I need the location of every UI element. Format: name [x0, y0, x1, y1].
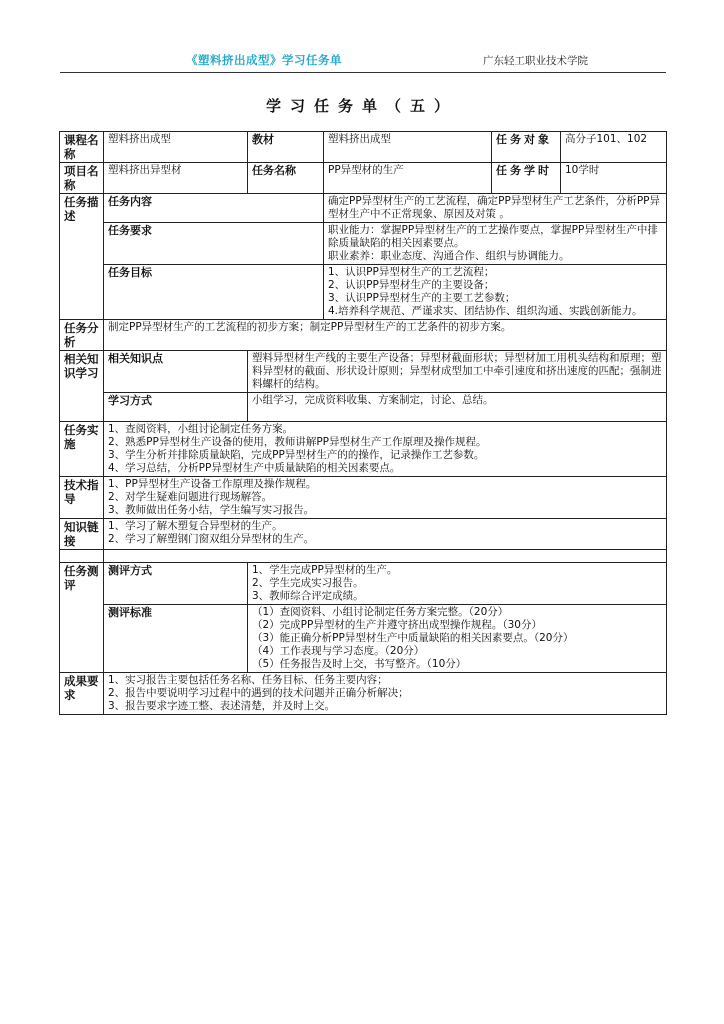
requirement-line: 职业素养：职业态度、沟通合作、组织与协调能力。: [328, 250, 570, 262]
evaluation-standard-line: （4）工作表现与学习态度。（20分）: [252, 645, 425, 657]
result-line: 1、实习报告主要包括任务名称、任务目标、任务主要内容；: [108, 674, 388, 686]
task-implementation-label: 任务实施: [60, 422, 104, 477]
goal-line: 4.培养科学规范、严谨求实、团结协作、组织沟通、实践创新能力。: [328, 305, 643, 317]
evaluation-standard-line: （2）完成PP异型材的生产并遵守挤出成型操作规程。（30分）: [252, 619, 542, 631]
description-requirement-row: [60, 223, 667, 265]
evaluation-method-row: [60, 563, 667, 605]
header-school-name: 广东轻工职业技术学院: [483, 55, 588, 67]
task-target-value: 高分子101、102: [561, 132, 667, 163]
knowledge-points-row: [60, 351, 667, 393]
evaluation-standard-row: [60, 605, 667, 673]
knowledge-link-text: [104, 519, 667, 550]
study-method-text: 小组学习，完成资料收集、方案制定，讨论、总结。: [248, 393, 667, 422]
extension-line: 1、学习了解木塑复合异型材的生产。: [108, 520, 283, 532]
textbook-value: 塑料挤出成型: [324, 132, 492, 163]
requirement-line: 职业能力：掌握PP异型材生产的工艺操作要点，掌握PP异型材生产中排除质量缺陷的相关因素要点。: [328, 224, 658, 249]
implementation-line: 2、熟悉PP异型材生产设备的使用，教师讲解PP异型材生产工作原理及操作规程。: [108, 436, 487, 448]
implementation-line: 1、查阅资料，小组讨论制定任务方案。: [108, 423, 294, 435]
technical-guidance-label: 技术指导: [60, 477, 104, 519]
task-sheet-table: [59, 131, 667, 715]
extension-line: 2、学习了解塑钢门窗双组分异型材的生产。: [108, 533, 315, 545]
evaluation-method-text: [248, 563, 667, 605]
evaluation-method-label: 测评方式: [104, 563, 248, 605]
task-implementation-text: [104, 422, 667, 477]
implementation-line: 4、学习总结，分析PP异型材生产中质量缺陷的相关因素要点。: [108, 462, 401, 474]
evaluation-method-line: 3、教师综合评定成绩。: [252, 590, 364, 602]
task-content-text: 确定PP异型材生产的工艺流程，确定PP异型材生产工艺条件，分析PP异型材生产中不正常现象、原因及对策 。: [324, 194, 667, 223]
course-row: [60, 132, 667, 163]
knowledge-points-text: 塑料异型材生产线的主要生产设备；异型材截面形状；异型材加工用机头结构和原理；塑料异型材的截面、形状设计原则；异型材成型加工中牵引速度和挤出速度的匹配；强制进料螺杆的结构。: [248, 351, 667, 393]
evaluation-standard-line: （5）任务报告及时上交，书写整齐。（10分）: [252, 658, 467, 670]
guidance-line: 2、对学生疑难问题进行现场解答。: [108, 491, 273, 503]
description-content-row: [60, 194, 667, 223]
task-hours-label: 任务学时: [492, 163, 561, 194]
guidance-line: 3、教师做出任务小结，学生编写实习报告。: [108, 504, 315, 516]
spacer-cell: [60, 550, 104, 563]
spacer-cell: [104, 550, 667, 563]
result-line: 3、报告要求字迹工整、表述清楚，并及时上交。: [108, 700, 336, 712]
evaluation-standard-text: [248, 605, 667, 673]
evaluation-method-line: 2、学生完成实习报告。: [252, 577, 364, 589]
project-name-label: 项目名称: [60, 163, 104, 194]
task-requirement-label: 任务要求: [104, 223, 324, 265]
results-row: [60, 673, 667, 715]
goal-line: 1、认识PP异型材生产的工艺流程；: [328, 266, 495, 278]
task-goal-text: [324, 265, 667, 320]
evaluation-standard-label: 测评标准: [104, 605, 248, 673]
knowledge-study-label: 相关知识学习: [60, 351, 104, 422]
spacer-row: [60, 550, 667, 563]
evaluation-method-line: 1、学生完成PP异型材的生产。: [252, 564, 398, 576]
knowledge-points-label: 相关知识点: [104, 351, 248, 393]
task-name-value: PP异型材的生产: [324, 163, 492, 194]
result-line: 2、报告中要说明学习过程中的遇到的技术问题并正确分析解决；: [108, 687, 409, 699]
task-requirement-text: [324, 223, 667, 265]
result-requirements-label: 成果要求: [60, 673, 104, 715]
analysis-row: [60, 320, 667, 351]
result-requirements-text: [104, 673, 667, 715]
header-divider: [60, 72, 666, 73]
task-hours-value: 10学时: [561, 163, 667, 194]
goal-line: 2、认识PP异型材生产的主要设备；: [328, 279, 495, 291]
implementation-row: [60, 422, 667, 477]
evaluation-standard-line: （3）能正确分析PP异型材生产中质量缺陷的相关因素要点。（20分）: [252, 632, 574, 644]
technical-guidance-text: [104, 477, 667, 519]
textbook-label: 教材: [248, 132, 324, 163]
implementation-line: 3、学生分析并排除质量缺陷，完成PP异型材生产的的操作，记录操作工艺参数。: [108, 449, 485, 461]
task-analysis-label: 任务分析: [60, 320, 104, 351]
guidance-line: 1、PP异型材生产设备工作原理及操作规程。: [108, 478, 317, 490]
study-method-row: [60, 393, 667, 422]
task-name-label: 任务名称: [248, 163, 324, 194]
goal-line: 3、认识PP异型材生产的主要工艺参数；: [328, 292, 516, 304]
header-course-tag: 《塑料挤出成型》学习任务单: [186, 53, 342, 67]
guidance-row: [60, 477, 667, 519]
task-goal-label: 任务目标: [104, 265, 324, 320]
course-name-value: 塑料挤出成型: [104, 132, 248, 163]
task-evaluation-label: 任务测评: [60, 563, 104, 673]
knowledge-link-label: 知识链接: [60, 519, 104, 550]
course-name-label: 课程名称: [60, 132, 104, 163]
task-target-label: 任务对象: [492, 132, 561, 163]
extension-row: [60, 519, 667, 550]
description-goal-row: [60, 265, 667, 320]
task-description-label: 任务描述: [60, 194, 104, 320]
evaluation-standard-line: （1）查阅资料、小组讨论制定任务方案完整。（20分）: [252, 606, 509, 618]
study-method-label: 学习方式: [104, 393, 248, 422]
project-row: [60, 163, 667, 194]
project-name-value: 塑料挤出异型材: [104, 163, 248, 194]
page-title: 学习任务单（五）: [265, 97, 458, 115]
task-analysis-text: 制定PP异型材生产的工艺流程的初步方案；制定PP异型材生产的工艺条件的初步方案。: [104, 320, 667, 351]
task-content-label: 任务内容: [104, 194, 324, 223]
